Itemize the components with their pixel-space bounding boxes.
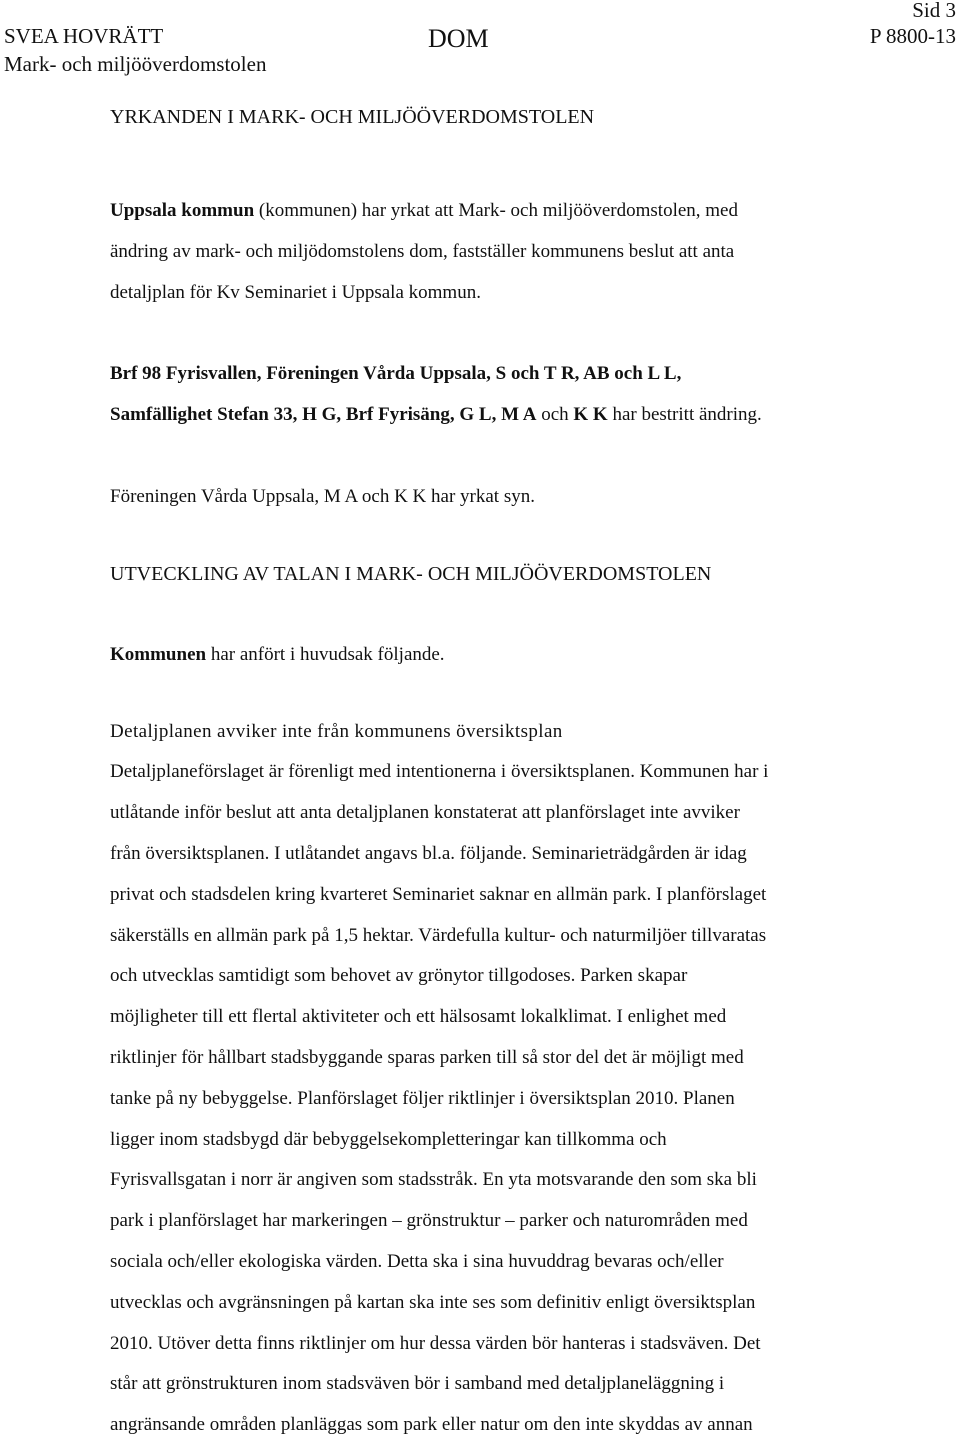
text-line: står att grönstrukturen inom stadsväven bör i samband med detaljplaneläggning i — [110, 1373, 725, 1395]
text-line: tanke på ny bebyggelse. Planförslaget följer riktlinjer i översiktsplan 2010. Planen — [110, 1087, 735, 1109]
department-name: Mark- och miljööverdomstolen — [4, 52, 267, 76]
text-line: angränsande områden planläggas som park eller natur om den inte skyddas av annan — [110, 1414, 753, 1436]
text-line: Fyrisvallsgatan i norr är angiven som stadsstråk. En yta motsvarande den som ska bli — [110, 1169, 757, 1191]
document-type: DOM — [428, 24, 489, 53]
text-line: park i planförslaget har markeringen – grönstruktur – parker och naturområden med — [110, 1210, 748, 1232]
text-line: detaljplan för Kv Seminariet i Uppsala kommun. — [110, 281, 481, 303]
text-line — [110, 354, 920, 395]
subheading-plan-conformity: Detaljplanen avviker inte från kommunens översiktsplan — [110, 720, 563, 742]
text-line: möjligheter till ett flertal aktiviteter och ett hälsosamt lokalklimat. I enlighet med — [110, 1006, 727, 1028]
text-line: Detaljplaneförslaget är förenligt med intentionerna i översiktsplanen. Kommunen har i — [110, 761, 769, 783]
text-span: och — [536, 404, 574, 426]
text-line: från översiktsplanen. I utlåtandet angavs bl.a. följande. Seminarieträdgården är idag — [110, 842, 747, 864]
text-line: riktlinjer för hållbart stadsbyggande sparas parken till så stor del det är möjligt med — [110, 1046, 744, 1068]
party-names: Samfällighet Stefan 33, H G, Brf Fyrisäng, G L, M A — [110, 404, 537, 426]
paragraph-opposing-parties — [110, 354, 920, 436]
text-line: utvecklas och avgränsningen på kartan ska inte ses som definitiv enligt översiktsplan — [110, 1291, 756, 1313]
text-span: (kommunen) har yrkat att Mark- och miljööverdomstolen, med — [254, 200, 738, 221]
paragraph-claim-municipality — [110, 191, 920, 313]
document-body — [110, 100, 920, 1446]
party-names: K K — [573, 404, 608, 426]
page-number: Sid 3 — [912, 0, 956, 22]
paragraph-argument-intro — [110, 635, 920, 676]
text-line: och utvecklas samtidigt som behovet av grönytor tillgodoses. Parken skapar — [110, 965, 688, 987]
party-name: Kommunen — [110, 643, 207, 665]
section-heading-claims: YRKANDEN I MARK- OCH MILJÖÖVERDOMSTOLEN — [110, 106, 595, 128]
text-span: har bestritt ändring. — [607, 404, 762, 426]
text-line: sociala och/eller ekologiska värden. Detta ska i sina huvuddrag bevaras och/eller — [110, 1250, 724, 1272]
text-span: har anfört i huvudsak följande. — [206, 643, 445, 665]
text-line: 2010. Utöver detta finns riktlinjer om hur dessa värden bör hanteras i stadsväven. Det — [110, 1332, 761, 1354]
court-name: SVEA HOVRÄTT — [4, 24, 164, 48]
text-line: säkerställs en allmän park på 1,5 hektar. Värdefulla kultur- och naturmiljöer tillvaratas — [110, 924, 767, 946]
party-names: Brf 98 Fyrisvallen, Föreningen Vårda Uppsala, S och T R, AB och L L, — [110, 363, 682, 385]
case-number: P 8800-13 — [869, 24, 956, 48]
paragraph-plan-conformity — [110, 752, 920, 1446]
party-name: Uppsala kommun — [110, 200, 255, 221]
text-line: ligger inom stadsbygd där bebyggelsekompletteringar kan tillkomma och — [110, 1128, 667, 1150]
text-line: ändring av mark- och miljödomstolens dom, fastställer kommunens beslut att anta — [110, 240, 735, 262]
text-line — [110, 191, 920, 232]
text-line: privat och stadsdelen kring kvarteret Seminariet saknar en allmän park. I planförslaget — [110, 883, 767, 905]
section-heading-argument: UTVECKLING AV TALAN I MARK- OCH MILJÖÖVERDOMSTOLEN — [110, 562, 712, 585]
paragraph-inspection-request: Föreningen Vårda Uppsala, M A och K K har yrkat syn. — [110, 485, 535, 507]
text-line: utlåtande inför beslut att anta detaljplanen konstaterat att planförslaget inte avviker — [110, 802, 740, 824]
text-line — [110, 395, 920, 436]
